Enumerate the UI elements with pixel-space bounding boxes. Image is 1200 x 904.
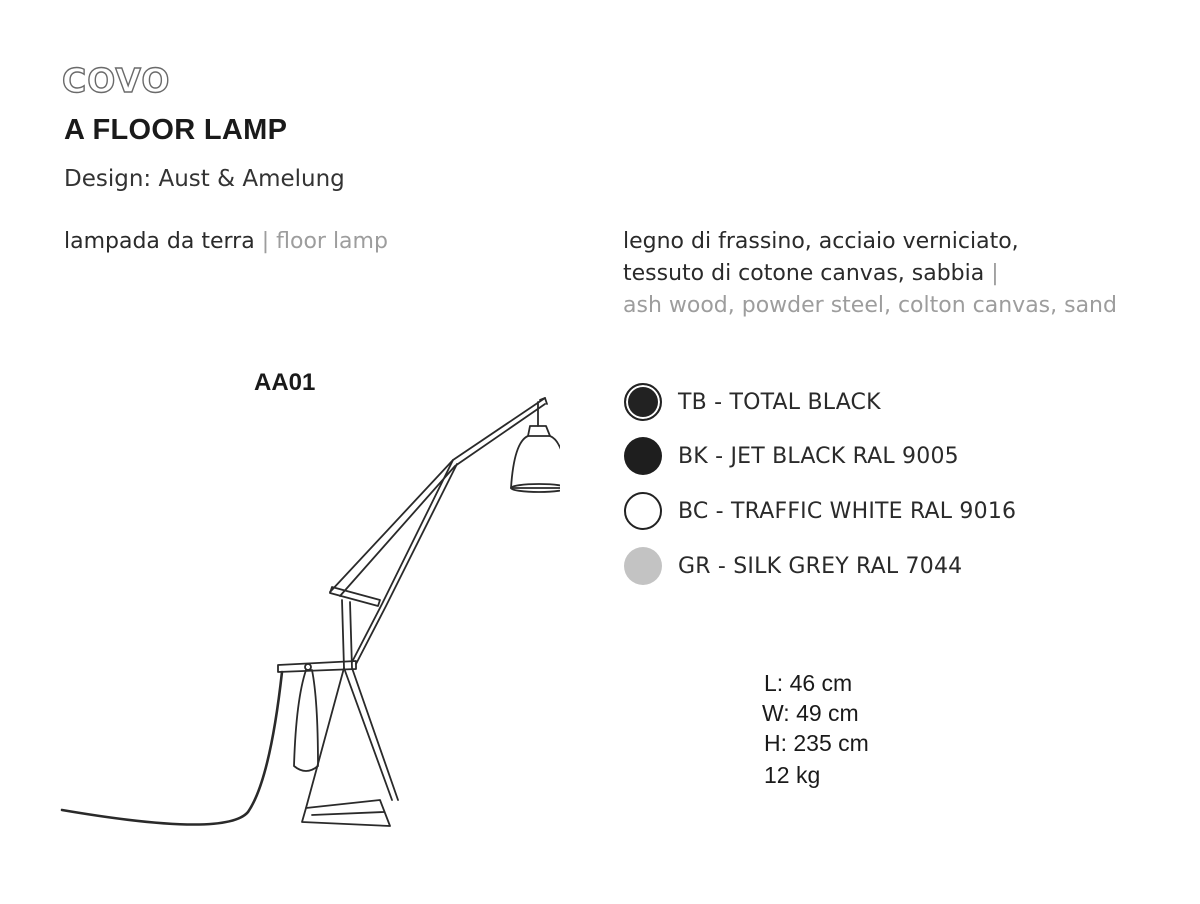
materials-it-line1: legno di frassino, acciaio verniciato, bbox=[623, 229, 1019, 254]
separator: | bbox=[991, 261, 999, 286]
swatch-silk-grey bbox=[624, 547, 662, 585]
finish-option bbox=[624, 490, 1016, 532]
materials-en: ash wood, powder steel, colton canvas, sand bbox=[623, 293, 1117, 318]
swatch-traffic-white bbox=[624, 492, 662, 530]
finish-option bbox=[624, 545, 962, 587]
brand-logo-text: COVO bbox=[62, 61, 171, 100]
product-title: A FLOOR LAMP bbox=[64, 114, 288, 146]
lamp-illustration bbox=[60, 390, 560, 840]
finish-label: GR - SILK GREY RAL 7044 bbox=[678, 553, 963, 579]
swatch-total-black bbox=[624, 383, 662, 421]
separator: | bbox=[261, 229, 270, 254]
model-code: AA01 bbox=[254, 369, 316, 396]
dimension-width: W: 49 cm bbox=[762, 700, 859, 726]
product-type-it: lampada da terra bbox=[64, 229, 255, 254]
finish-label: TB - TOTAL BLACK bbox=[678, 389, 881, 415]
materials-it-line2 bbox=[623, 261, 999, 286]
dimension-length: L: 46 cm bbox=[764, 670, 853, 696]
dimension-weight: 12 kg bbox=[764, 762, 821, 788]
dimension-height: H: 235 cm bbox=[764, 730, 869, 756]
designer-credit: Design: Aust & Amelung bbox=[64, 166, 345, 192]
materials-it-line2-text: tessuto di cotone canvas, sabbia bbox=[623, 261, 985, 286]
brand-logo bbox=[62, 60, 182, 100]
finish-label: BK - JET BLACK RAL 9005 bbox=[678, 443, 959, 469]
swatch-jet-black bbox=[624, 437, 662, 475]
finish-option bbox=[624, 435, 959, 477]
finish-label: BC - TRAFFIC WHITE RAL 9016 bbox=[678, 498, 1017, 524]
product-type bbox=[64, 229, 388, 254]
product-type-en: floor lamp bbox=[276, 229, 388, 254]
finish-option bbox=[624, 381, 881, 423]
